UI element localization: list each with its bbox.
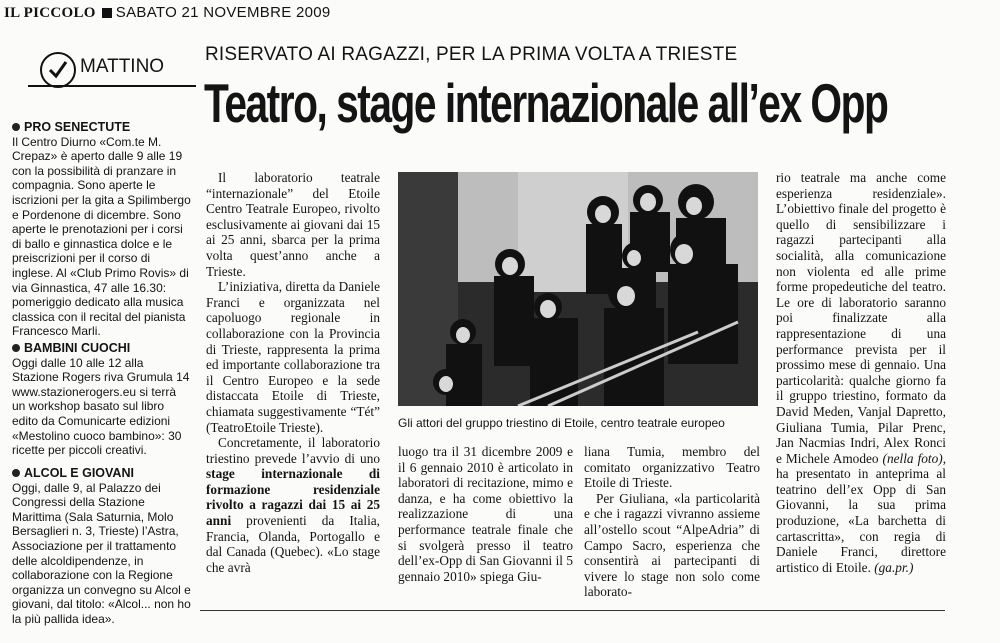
brief-text: Il Centro Diurno «Com.te M. Crepaz» è aperto dalle 9 alle 19 con la possibilità di pranzare in compagnia. Sono aperte le iscrizioni per la gita a Spilimbergo e Pordenone di dicembre. Sono aperte le prenotazioni per i corsi di ballo e ginnastica dolce e le preiscrizioni per il corso di inglese. Al «Club Primo Rovis» di via Ginnastica, 47 alle 16.30: pomeriggio dedicato alla musica classica con il recital del pianista Francesco Marli.	[12, 134, 191, 339]
group-photo-image	[398, 172, 758, 406]
brief-pro-senectute	[12, 120, 192, 339]
article-column-4	[776, 170, 946, 575]
brief-alcol-e-giovani	[12, 466, 192, 627]
bottom-rule	[200, 610, 945, 611]
section-rule	[28, 85, 196, 87]
checkmark-circle-icon	[40, 52, 76, 88]
masthead	[4, 4, 331, 22]
paragraph: liana Tumia, membro del comitato organizzativo Teatro Etoile di Trieste.	[584, 444, 760, 491]
article-column-1	[206, 170, 380, 575]
article-column-2	[398, 444, 573, 584]
paragraph: Concretamente, il laboratorio triestino prevede l’avvio di uno stage internazionale di formazione residenziale rivolto a ragazzi dai 15 ai 25 anni provenienti da Italia, Francia, Olanda, Portogallo e dal Canada (Quebec). «Lo stage che avrà	[206, 435, 380, 575]
bold-highlight: stage internazionale di formazione residenziale rivolto a ragazzi dai 15 ai 25 anni	[206, 466, 380, 529]
article-photo	[398, 172, 758, 406]
bullet-icon	[12, 469, 20, 477]
article-headline: Teatro, stage internazionale all’ex Opp	[204, 72, 888, 134]
brief-title: BAMBINI CUOCHI	[12, 341, 192, 356]
square-bullet-icon	[102, 8, 112, 18]
photo-caption: Gli attori del gruppo triestino di Etoile, centro teatrale europeo	[398, 416, 725, 430]
paragraph: Per Giuliana, «la particolarità e che i ragazzi vivranno assieme all’ostello scout “AlpeAdria” di Campo Sacro, esperienza che consentirà ai partecipanti di vivere lo stage non solo come laborato-	[584, 490, 760, 600]
brief-title: PRO SENECTUTE	[12, 120, 192, 135]
paragraph: Il laboratorio teatrale “internazionale” del Etoile Centro Teatrale Europeo, rivolto esclusivamente ai giovani dai 15 ai 25 anni, sbarca per la prima volta quest’anno anche a Trieste.	[206, 170, 380, 279]
section-logo	[28, 52, 196, 86]
article-column-3	[584, 444, 760, 600]
issue-date: SABATO 21 NOVEMBRE 2009	[115, 4, 331, 21]
article-kicker: RISERVATO AI RAGAZZI, PER LA PRIMA VOLTA A TRIESTE	[205, 44, 738, 65]
newspaper-name: IL PICCOLO	[4, 5, 96, 21]
section-name: MATTINO	[80, 56, 165, 77]
brief-text: Oggi, dalle 9, al Palazzo dei Congressi della Stazione Marittima (Sala Saturnia, Molo Bersaglieri n. 3, Trieste) l’Astra, Associazione per il trattamento delle alcoldipendenze, in collaborazione con la Regione organizza un convegno su Alcol e giovani, dal titolo: «Alcol... non ho la più pallida idea».	[12, 480, 191, 626]
brief-bambini-cuochi	[12, 341, 192, 458]
author-signature: (ga.pr.)	[874, 559, 914, 575]
bullet-icon	[12, 344, 20, 352]
paragraph: rio teatrale ma anche come esperienza residenziale». L’obiettivo finale del progetto è quello di sensibilizzare i ragazzi partecipanti alla socialità, alla comunicazione non violenta ed alle prime forme propedeutiche del teatro. Le ore di laboratorio saranno poi finalizzate alla rappresentazione di una performance prevista per il prossimo mese di gennaio. Una particolarità: qualche giorno fa il gruppo triestino, formato da David Meden, Vanjal Dapretto, Giuliana Tumia, Pilar Prenc, Jan Nacmias Indri, Alex Ronci e Michele Amodeo (nella foto), ha presentato in anteprima al teatrino dell’ex Opp di San Giovanni, la sua prima produzione, «La barchetta di cartascritta», con regia di Daniele Franci, direttore artistico di Etoile. (ga.pr.)	[776, 170, 947, 575]
brief-text: Oggi dalle 10 alle 12 alla Stazione Rogers riva Grumula 14 www.stazionerogers.eu si terrà un workshop basato sul libro edito da Comunicarte edizioni «Mestolino cuoco bambino»: 30 ricette per piccoli creativi.	[12, 355, 190, 458]
bullet-icon	[12, 123, 20, 131]
brief-title: ALCOL E GIOVANI	[12, 466, 192, 481]
paragraph: luogo tra il 31 dicembre 2009 e il 6 gennaio 2010 è articolato in laboratori di recitazione, mimo e danza, e ha come obiettivo la realizzazione di una performance teatrale finale che si svolgerà presso il teatro dell’ex-Opp di San Giovanni il 5 gennaio 2010» spiega Giu-	[398, 444, 573, 584]
paragraph: L’iniziativa, diretta da Daniele Franci e organizzata nel capoluogo regionale in collaborazione con la Provincia di Trieste, rappresenta la prima ed importante collaborazione tra il Centro Europeo e la sede distaccata Etoile di Trieste, chiamata suggestivamente “Tét” (TeatroEtoile Trieste).	[206, 279, 380, 435]
italic-note: (nella foto)	[882, 450, 943, 466]
